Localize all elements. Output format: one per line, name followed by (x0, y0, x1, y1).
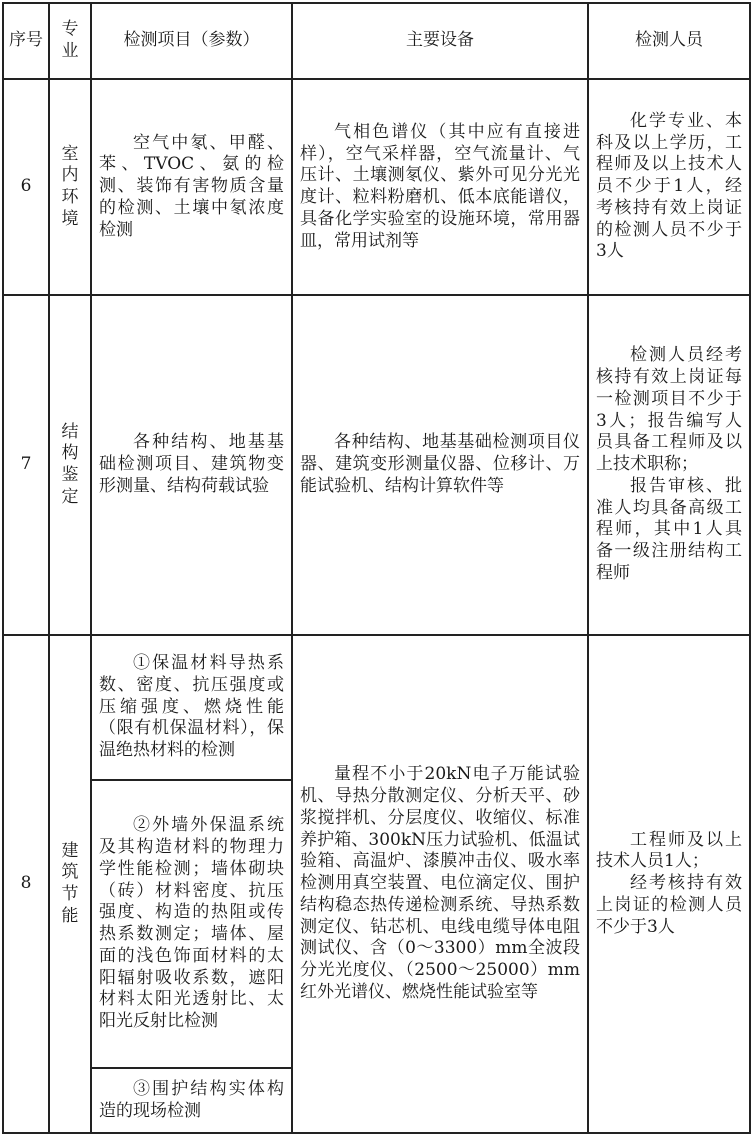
header-item: 检测项目（参数） (91, 3, 292, 79)
row-equipment: 量程不小于20kN电子万能试验机、导热分散测定仪、分析天平、砂浆搅拌机、分层度仪、收缩仪、标准养护箱、300kN压力试验机、低温试验箱、高温炉、漆膜冲击仪、吸水率检测用真空装置、电位滴定仪、围护结构稳态热传递检测系统、导热系数测定仪、钻芯机、电线电缆导体电阻测试仪、含（0～3300）mm全波段分光光度仪、（2500～25000）mm红外光谱仪、燃烧性能试验室等 (292, 635, 588, 1133)
header-personnel: 检测人员 (588, 3, 750, 79)
personnel-paragraph: 化学专业、本科及以上学历，工程师及以上技术人员不少于1人，经考核持有效上岗证的检测人员不少于3人 (596, 110, 742, 262)
personnel-paragraph: 报告审核、批准人均具备高级工程师，其中1人具备一级注册结构工程师 (596, 475, 742, 583)
header-specialty: 专业 (49, 3, 91, 79)
row-item: ②外墙外保温系统及其构造材料的物理力学性能检测；墙体砌块（砖）材料密度、抗压强度、构造的热阻或传热系数测定；墙体、屋面的浅色饰面材料的太阳辐射吸收系数，遮阳材料太阳光透射比、太阳光反射比检测 (91, 780, 292, 1068)
row-item: ③围护结构实体构造的现场检测 (91, 1068, 292, 1133)
row-item: 各种结构、地基基础检测项目、建筑物变形测量、结构荷载试验 (91, 295, 292, 635)
row-equipment: 各种结构、地基基础检测项目仪器、建筑变形测量仪器、位移计、万能试验机、结构计算软件等 (292, 295, 588, 635)
table-row (3, 295, 750, 635)
qualification-table (2, 2, 751, 1134)
personnel-paragraph: 工程师及以上技术人员1人； (596, 829, 742, 872)
table-row (3, 79, 750, 295)
row-seq: 7 (3, 295, 49, 635)
row-personnel (588, 635, 750, 1133)
row-personnel (588, 295, 750, 635)
personnel-paragraph: 检测人员经考核持有效上岗证每一检测项目不少于3人；报告编写人员具备工程师及以上技术职称； (596, 345, 742, 475)
row-specialty: 室内环境 (49, 79, 91, 295)
header-equipment: 主要设备 (292, 3, 588, 79)
row-equipment: 气相色谱仪（其中应有直接进样），空气采样器，空气流量计、气压计、土壤测氡仪、紫外可见分光光度计、粒料粉磨机、低本底能谱仪，具备化学实验室的设施环境，常用器皿，常用试剂等 (292, 79, 588, 295)
row-specialty: 建筑节能 (49, 635, 91, 1133)
personnel-paragraph: 经考核持有效上岗证的检测人员不少于3人 (596, 873, 742, 937)
header-seq: 序号 (3, 3, 49, 79)
row-specialty: 结构鉴定 (49, 295, 91, 635)
row-personnel (588, 79, 750, 295)
row-item: 空气中氡、甲醛、苯、TVOC、氨的检测、装饰有害物质含量的检测、土壤中氡浓度检测 (91, 79, 292, 295)
header-row (3, 3, 750, 79)
row-seq: 8 (3, 635, 49, 1133)
table-row (3, 635, 750, 780)
row-item: ①保温材料导热系数、密度、抗压强度或压缩强度、燃烧性能（限有机保温材料），保温绝热材料的检测 (91, 635, 292, 780)
row-seq: 6 (3, 79, 49, 295)
